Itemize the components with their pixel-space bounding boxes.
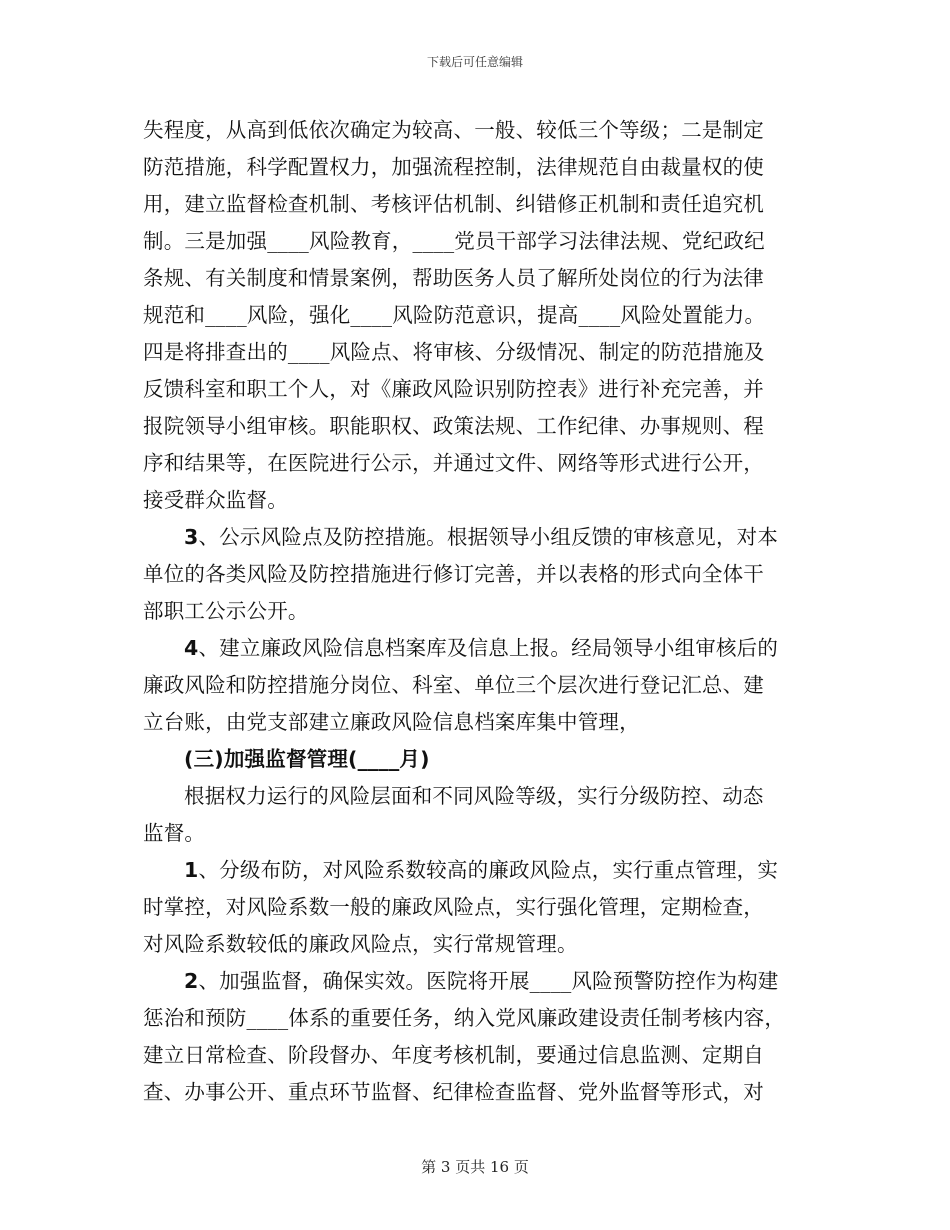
item-number: 2 (184, 969, 199, 993)
page-footer: 第 3 页共 16 页 (421, 1158, 529, 1176)
text-line: 、分级布防，对风险系数较高的廉政风险点，实行重点管理，实 (198, 858, 779, 882)
text-line: 条规、有关制度和情景案例，帮助医务人员了解所处岗位的行为法律 (143, 266, 764, 290)
page-header: 下载后可任意编辑 (426, 55, 523, 69)
text-line: 单位的各类风险及防控措施进行修订完善，并以表格的形式向全体干 (143, 562, 764, 586)
text-line: 、加强监督，确保实效。医院将开展____风险预警防控作为构建 (198, 969, 779, 993)
text-line: 制。三是加强____风险教育，____党员干部学习法律法规、党纪政纪 (143, 229, 765, 253)
item-1-first-line (143, 852, 808, 889)
text-line: 监督。 (143, 821, 206, 845)
text-line: 、公示风险点及防控措施。根据领导小组反馈的审核意见，对本 (198, 525, 779, 549)
text-line: 用，建立监督检查机制、考核评估机制、纠错修正机制和责任追究机 (143, 192, 764, 216)
text-line: 四是将排查出的____风险点、将审核、分级情况、制定的防范措施及 (143, 340, 765, 364)
item-3-first-line (143, 519, 808, 556)
text-line: 根据权力运行的风险层面和不同风险等级，实行分级防控、动态 (184, 784, 764, 808)
item-4-first-line (143, 630, 808, 667)
text-line: 惩治和预防____体系的重要任务，纳入党风廉政建设责任制考核内容， (143, 1006, 786, 1030)
text-line: 反馈科室和职工个人，对《廉政风险识别防控表》进行补充完善，并 (143, 377, 764, 401)
text-line: 防范措施，科学配置权力，加强流程控制，法律规范自由裁量权的使 (143, 155, 764, 179)
text-line: 立台账，由党支部建立廉政风险信息档案库集中管理， (143, 710, 640, 734)
text-line: 、建立廉政风险信息档案库及信息上报。经局领导小组审核后的 (198, 636, 779, 660)
text-line: 规范和____风险，强化____风险防范意识，提高____风险处置能力。 (143, 303, 766, 327)
text-line: 时掌控，对风险系数一般的廉政风险点，实行强化管理，定期检查， (143, 895, 764, 919)
section-heading: (三)加强监督管理(____月) (184, 747, 430, 771)
document-body (143, 112, 808, 1111)
item-number: 1 (184, 858, 199, 882)
item-number: 4 (184, 636, 199, 660)
text-line: 部职工公示公开。 (143, 599, 309, 623)
text-line: 对风险系数较低的廉政风险点，实行常规管理。 (143, 932, 578, 956)
text-line: 接受群众监督。 (143, 488, 288, 512)
text-line: 建立日常检查、阶段督办、年度考核机制，要通过信息监测、定期自 (143, 1043, 764, 1067)
item-number: 3 (184, 525, 199, 549)
text-line: 查、办事公开、重点环节监督、纪律检查监督、党外监督等形式，对 (143, 1080, 764, 1104)
text-line: 报院领导小组审核。职能职权、政策法规、工作纪律、办事规则、程 (143, 414, 764, 438)
text-line: 序和结果等，在医院进行公示，并通过文件、网络等形式进行公开， (143, 451, 764, 475)
text-line: 失程度，从高到低依次确定为较高、一般、较低三个等级；二是制定 (143, 118, 764, 142)
item-2-first-line (143, 963, 808, 1000)
text-line: 廉政风险和防控措施分岗位、科室、单位三个层次进行登记汇总、建 (143, 673, 764, 697)
